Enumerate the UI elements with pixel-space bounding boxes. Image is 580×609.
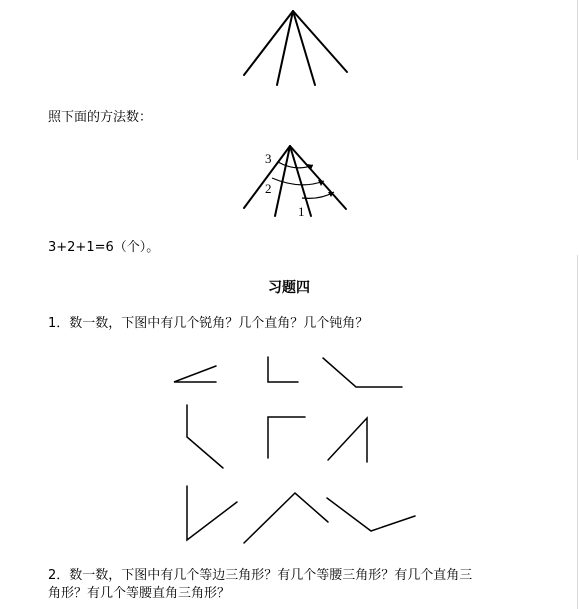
angle-shape-8 xyxy=(244,493,328,543)
calculation-text: 3+2+1=6（个）。 xyxy=(48,240,160,255)
angle-shape-4 xyxy=(187,405,223,468)
section-title: 习题四 xyxy=(268,280,310,296)
angle-shape-6 xyxy=(328,418,367,462)
angle-shape-5 xyxy=(268,417,305,458)
question-1: 1．数一数，下图中有几个锐角？几个直角？几个钝角？ xyxy=(48,316,369,331)
angle-shape-2 xyxy=(268,357,298,382)
page-edge-line xyxy=(577,255,578,609)
angle-shape-3 xyxy=(323,358,402,387)
angle-shape-9 xyxy=(327,498,415,531)
angle-shape-7 xyxy=(187,486,237,540)
question-2-line-1: 2．数一数，下图中有几个等边三角形？有几个等腰三角形？有几个直角三 xyxy=(48,568,473,583)
page-edge-line xyxy=(577,0,578,160)
label-1: 1 xyxy=(298,204,305,219)
intro-text: 照下面的方法数： xyxy=(48,110,153,125)
label-2: 2 xyxy=(265,181,272,196)
question-2-line-2: 角形？有几个等腰直角三角形？ xyxy=(48,586,231,601)
label-3: 3 xyxy=(265,151,272,166)
angle-shape-1 xyxy=(174,366,216,382)
